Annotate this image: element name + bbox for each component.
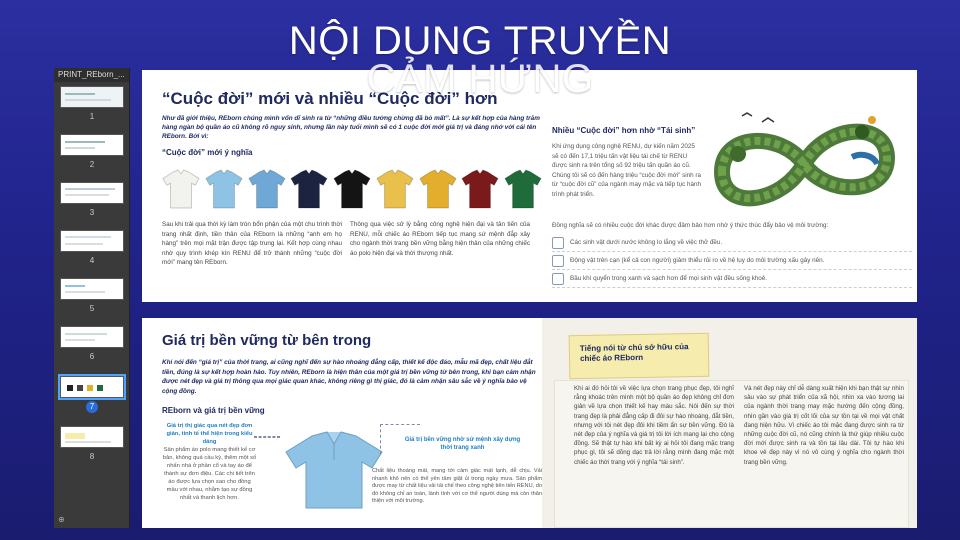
section-subheading: “Cuộc đời” mới ý nghĩa	[162, 148, 253, 157]
text-column-2: Thông qua việc sử lý bằng công nghệ hiện đại và tân tiến của RENU, mỗi chiếc áo REborn tiếp tục mang sứ mệnh đắp xây cho ngành thời trang bền vững bằng hiện thân của những chiếc áo polo hiện đại và thời thượng nhất.	[350, 221, 530, 257]
slide-number-selected: 7	[86, 401, 98, 413]
polo-shirt-5	[333, 168, 371, 210]
right-text: Khi ứng dụng công nghệ RENU, dự kiến năm 2025 sẽ có đến 17,1 triệu tấn vật liệu tái chế từ RENU được sinh ra trên tổng số 92 triệu tấn quần áo cũ. Chúng tôi sẽ có đến hàng triệu “cuộc đời mới” sinh ra từ “cuộc đời cũ” của ngành may mặc và tiếp tục hành trình phát triển.	[552, 143, 702, 198]
slide-7-canvas[interactable]	[142, 318, 917, 528]
polo-shirt-6	[376, 168, 414, 210]
slide-number: 4	[89, 256, 95, 265]
slide-thumb-4[interactable]	[60, 230, 124, 265]
value-box-sustain-title: Giá trị bền vững nhờ sứ mệnh xây dựng thời trang xanh	[404, 437, 521, 451]
slide-number: 6	[89, 352, 95, 361]
slide-thumb-6[interactable]	[60, 326, 124, 361]
slide-number: 8	[89, 452, 95, 461]
value-box-visual	[162, 422, 257, 502]
section-subheading: REborn và giá trị bền vững	[162, 406, 265, 415]
slide-number: 3	[89, 208, 95, 217]
polo-shirt-2	[205, 168, 243, 210]
list-item-text: Bầu khí quyển trong xanh và sạch hơn để mọi sinh vật đều sống khoẻ.	[570, 275, 768, 282]
thumb-image	[60, 86, 124, 108]
slide-thumb-5[interactable]	[60, 278, 124, 313]
value-box-title: Giá trị thị giác qua nét đẹp đơn giản, tinh tế thể hiện trong kiểu dáng	[166, 423, 253, 445]
benefit-list	[552, 234, 912, 288]
polo-shirt-1	[162, 168, 200, 210]
slide-thumb-7[interactable]	[60, 376, 124, 413]
testimonial-col-2: Và nét đẹp này chỉ dễ dàng xuất hiện khi bạn thật sự nhìn sâu vào sự phát triển của xã hội, nhìn xa vào tương lai của ngành thời trang may mặc hướng đến cộng đồng, nhìn gần vào giá trị cốt lõi của sự tồn tại về mọi vật chất đang hiện hữu. Vì chiếc áo tôi mặc đang được sinh ra từ những cuộc đời cũ, nó cũng chính là thứ giúp nhiều cuộc đời mới được sinh ra và tồn tại lâu dài. Tôi tự hào khi khoe vẻ đẹp này vì nó vô cùng ý nghĩa cho ngành thời trang bền vững.	[744, 385, 904, 466]
slide-thumb-3[interactable]	[60, 182, 124, 217]
slide-thumbnail-panel	[54, 68, 130, 528]
testimonial-col-1: Khi ai đó hỏi tôi về việc lựa chọn trang phục đẹp, tôi nghĩ rằng khoác trên mình một bộ quần áo đẹp không chỉ đơn giản về lựa chọn thiết kế hay màu sắc. Nói đến sự thời trang đẹp là phải đẳng cấp đi đôi sự hào nhoáng, đắt tiền, nhưng với tôi nét đẹp đôi khi tiềm ẩn sự bền vững. Đó là nét đẹp của ý nghĩa và giá trị tôi lời ích mang lại cho cộng đồng. Sẽ thật tự hào khi bất kỳ ai hỏi tôi đang mặc trang phục gì, tôi sẽ dõng dạc trả lời rằng mình đang mặc một chiếc áo thời trang với ý nghĩa “tái sinh”.	[574, 385, 734, 466]
slide-title: Giá trị bền vững từ bên trong	[162, 332, 372, 349]
nature-infinity-illustration	[702, 102, 907, 227]
title-line-2: CẢM HỨNG	[366, 57, 594, 101]
list-item-text: Động vật trên cạn (kể cả con người) giảm thiểu rủi ro về hệ lụy do môi trường xấu gây nên.	[570, 257, 825, 264]
slide-number: 5	[89, 304, 95, 313]
slide-title: “Cuộc đời” mới và nhiều “Cuộc đời” hơn	[162, 89, 498, 108]
list-item-text: Các sinh vật dưới nước không lo lắng về việc thở đều.	[570, 239, 723, 246]
file-name-label: PRINT_REborn_...	[54, 68, 129, 82]
polo-shirt-7	[419, 168, 457, 210]
value-box-text: Sản phẩm áo polo mang thiết kế cơ bản, không quá cầu kỳ, thêm một số nhấn nhá ở phần cổ và tay áo để thành sự đơn điệu. Các chi tiết trên áo được lựa chọn sao cho đồng màu với nhau, nhằm tạo sự đồng nhất và thanh lịch hơn.	[162, 447, 257, 501]
thumb-image	[60, 134, 124, 156]
connector-line	[254, 436, 280, 438]
slide-number: 2	[89, 160, 95, 169]
slide-intro: Khi nói đến “giá trị” của thời trang, ai cũng nghĩ đến sự hào nhoáng đẳng cấp, thiết kế độc đáo, mẫu mã đẹp, chất liệu đắt tiền, đúng là sự kết hợp hoàn hảo. Tuy nhiên, REborn là hiện thân của một giá trị bền vững từ bên trong, khi bạn cảm nhận được nét đẹp và giá trị thông qua mọi giác quan khác, không riêng gì thị giác, đó là cảm nhận sâu sắc về ý nghĩa bảo vệ cộng đồng.	[162, 359, 536, 395]
right-heading: Nhiều “Cuộc đời” hơn nhờ “Tái sinh”	[552, 126, 696, 135]
list-item	[552, 252, 912, 270]
polo-color-row	[162, 168, 542, 212]
thumb-image	[60, 230, 124, 252]
slide-6-canvas[interactable]	[142, 70, 917, 302]
list-item	[552, 270, 912, 288]
polo-shirt-3	[248, 168, 286, 210]
polo-shirt-9	[504, 168, 542, 210]
cloud-icon	[552, 273, 564, 285]
animal-icon	[552, 255, 564, 267]
slide-thumb-2[interactable]	[60, 134, 124, 169]
thumb-image	[60, 326, 124, 348]
thumb-image	[60, 376, 124, 398]
text-column-1: Sau khi trải qua thời kỳ làm tròn bổn phận của một chu trình thời trang nhất định, tiền thân của REborn là những “anh em họ hàng” trên mọi mặt trận được tập trung lại. Kết hợp cùng nhau nhờ quy trình khép kín RENU để trở thành những “cuộc đời mới” mang tên REborn.	[162, 221, 342, 266]
slide-thumb-8[interactable]	[60, 426, 124, 461]
thumb-image	[60, 426, 124, 448]
thumb-image	[60, 278, 124, 300]
polo-shirt-8	[461, 168, 499, 210]
testimonial-tag: Tiếng nói từ chủ sở hữu của chiếc áo REborn	[569, 333, 710, 379]
title-line-1: NỘI DUNG TRUYỀN	[288, 19, 672, 63]
slide-intro: Như đã giới thiệu, REborn chúng mình vốn dĩ sinh ra từ “những điều tưởng chừng đã bỏ mất”. Là sự kết hợp của hàng trăm hàng ngàn bộ quần áo cũ không rõ nguy sinh, nhưng lần này tuổi mình sẽ có 1 cuộc đời mới giá trị và đáng nhớ với cái tên REborn. Bởi vì:	[162, 115, 540, 140]
slide-thumb-1[interactable]	[60, 86, 124, 121]
polo-shirt-4	[290, 168, 328, 210]
list-item	[552, 234, 912, 252]
thumb-image	[60, 182, 124, 204]
list-title: Đồng nghĩa sẽ có nhiều cuộc đời khác được đảm bảo hơn nhờ ý thức thúc đẩy bảo vệ môi trường:	[552, 222, 829, 229]
slide-number: 1	[89, 112, 95, 121]
plus-icon[interactable]: ⊕	[58, 515, 65, 524]
fish-icon	[552, 237, 564, 249]
value-box-sustain-text: Chất liệu thoáng mát, mang tới cảm giác mát lạnh, dễ chịu. Vải nhanh khô nên có thể yên tâm giặt ủi trong ngày mưa. Sản phẩm được may từ chất liệu vải tái chế theo công nghệ tiên tiến RENU, do đó không chỉ an toàn, lành tính với cơ thể người dùng mà còn thân thiện với môi trường.	[372, 468, 542, 505]
